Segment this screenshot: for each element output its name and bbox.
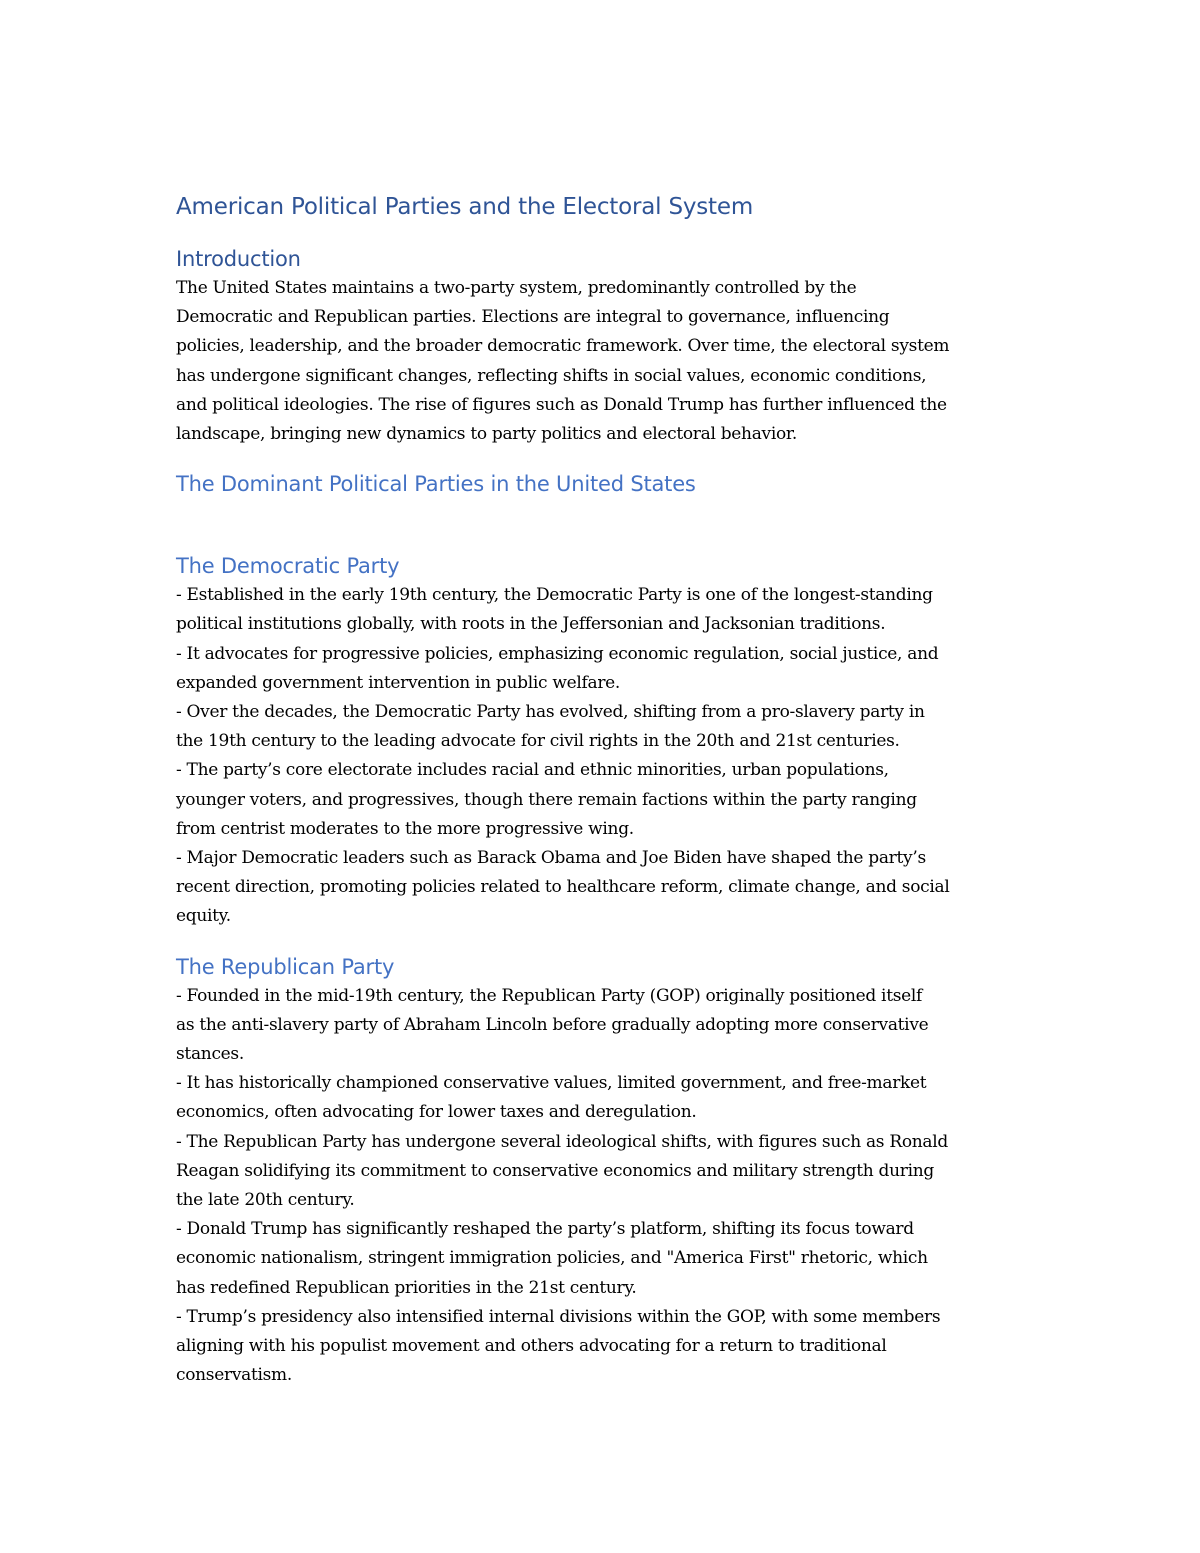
paragraph-line: has undergone significant changes, reflecting shifts in social values, economic conditions, — [176, 365, 927, 386]
paragraph-line: - It advocates for progressive policies, emphasizing economic regulation, social justice, and — [176, 643, 939, 664]
paragraph-line: - Major Democratic leaders such as Barack Obama and Joe Biden have shaped the party’s — [176, 848, 926, 869]
paragraph-line: policies, leadership, and the broader democratic framework. Over time, the electoral system — [176, 336, 950, 357]
paragraph-line: and political ideologies. The rise of figures such as Donald Trump has further influenced the — [176, 394, 947, 415]
paragraph-line: expanded government intervention in public welfare. — [176, 672, 621, 693]
document-title: American Political Parties and the Electoral System — [176, 194, 754, 220]
paragraph-line: Reagan solidifying its commitment to conservative economics and military strength during — [176, 1160, 934, 1181]
introduction-heading: Introduction — [176, 247, 301, 271]
paragraph-line: from centrist moderates to the more progressive wing. — [176, 818, 634, 839]
dominant-parties-heading: The Dominant Political Parties in the United States — [176, 472, 696, 497]
paragraph-line: equity. — [176, 906, 231, 927]
paragraph-line: - Founded in the mid-19th century, the Republican Party (GOP) originally positioned itself — [176, 985, 923, 1006]
paragraph-line: - The party’s core electorate includes racial and ethnic minorities, urban populations, — [176, 760, 889, 781]
paragraph-line: has redefined Republican priorities in the 21st century. — [176, 1277, 637, 1298]
paragraph-line: conservatism. — [176, 1365, 292, 1386]
paragraph-line: - It has historically championed conservative values, limited government, and free-market — [176, 1073, 927, 1094]
paragraph-line: the 19th century to the leading advocate for civil rights in the 20th and 21st centuries. — [176, 731, 900, 752]
paragraph-line: as the anti-slavery party of Abraham Lincoln before gradually adopting more conservative — [176, 1014, 929, 1035]
paragraph-line: - Established in the early 19th century, the Democratic Party is one of the longest-standing — [176, 585, 933, 606]
republican-party-paragraph — [176, 982, 1036, 1391]
paragraph-line: - Over the decades, the Democratic Party has evolved, shifting from a pro-slavery party in — [176, 702, 925, 723]
paragraph-line: Democratic and Republican parties. Elections are integral to governance, influencing — [176, 307, 890, 328]
introduction-paragraph — [176, 274, 1036, 449]
paragraph-line: economics, often advocating for lower taxes and deregulation. — [176, 1102, 697, 1123]
republican-party-heading: The Republican Party — [176, 954, 395, 979]
paragraph-line: The United States maintains a two-party system, predominantly controlled by the — [176, 278, 857, 298]
paragraph-line: younger voters, and progressives, though there remain factions within the party ranging — [176, 789, 917, 810]
paragraph-line: landscape, bringing new dynamics to party politics and electoral behavior. — [176, 424, 797, 445]
democratic-party-heading: The Democratic Party — [176, 554, 400, 579]
paragraph-line: - The Republican Party has undergone several ideological shifts, with figures such as Ronald — [176, 1131, 948, 1152]
paragraph-line: - Donald Trump has significantly reshaped the party’s platform, shifting its focus toward — [176, 1219, 914, 1240]
paragraph-line: political institutions globally, with roots in the Jeffersonian and Jacksonian traditions. — [176, 614, 886, 635]
paragraph-line: aligning with his populist movement and others advocating for a return to traditional — [176, 1336, 887, 1357]
paragraph-line: recent direction, promoting policies related to healthcare reform, climate change, and social — [176, 877, 950, 898]
paragraph-line: stances. — [176, 1044, 244, 1065]
document-body — [176, 190, 1036, 1391]
democratic-party-paragraph — [176, 581, 1036, 931]
paragraph-line: - Trump’s presidency also intensified internal divisions within the GOP, with some members — [176, 1306, 941, 1327]
paragraph-line: the late 20th century. — [176, 1190, 355, 1211]
paragraph-line: economic nationalism, stringent immigration policies, and "America First" rhetoric, which — [176, 1248, 928, 1269]
